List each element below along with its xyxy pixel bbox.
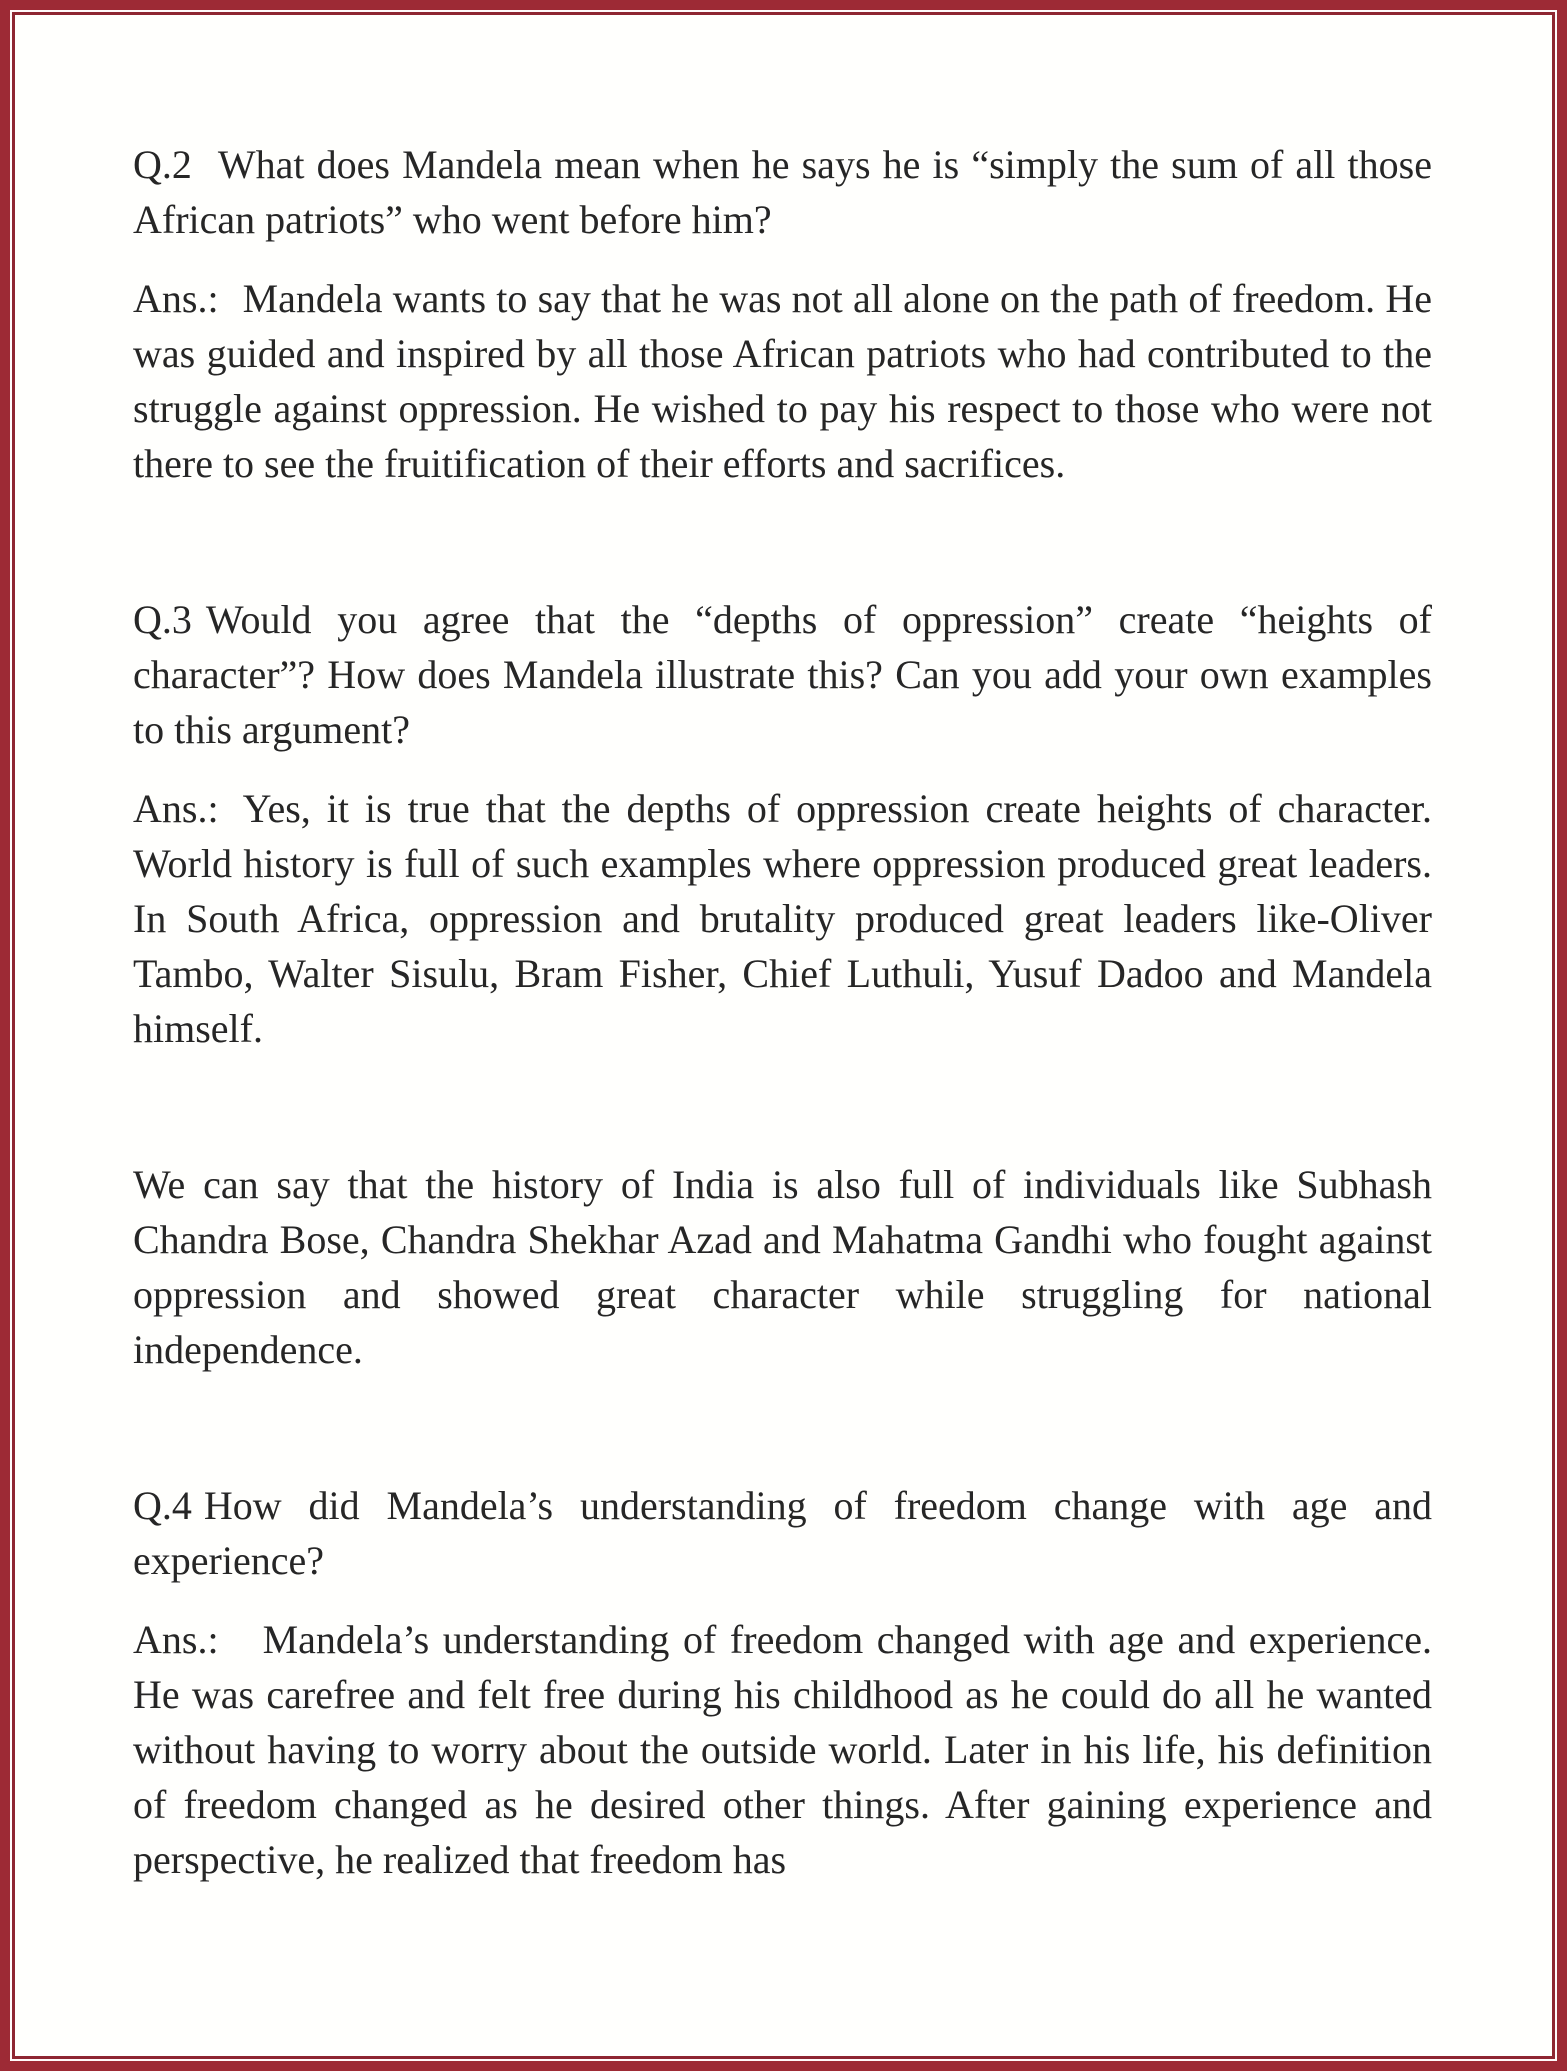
answer-q3 <box>133 781 1432 1056</box>
question-label: Q.4 <box>133 1483 192 1528</box>
question-text: How did Mandela’s understanding of freedom change with age and experience? <box>133 1483 1432 1583</box>
answer-label: Ans.: <box>133 1617 219 1662</box>
question-label: Q.2 <box>133 142 192 187</box>
answer-text: Mandela wants to say that he was not all alone on the path of freedom. He was guided and inspired by all those African patriots who had contributed to the struggle against oppression. He wished to pay his respect to those who were not there to see the fruitification of their efforts and sacrifices. <box>133 276 1432 486</box>
question-block-q3 <box>133 592 1432 1377</box>
answer-q2 <box>133 271 1432 491</box>
answer-text: Yes, it is true that the depths of oppression create heights of character. World history is full of such examples where oppression produced great leaders. In South Africa, oppression and brutality produced great leaders like-Oliver Tambo, Walter Sisulu, Bram Fisher, Chief Luthuli, Yusuf Dadoo and Mandela himself. <box>133 786 1432 1051</box>
answer-label: Ans.: <box>133 786 219 831</box>
question-block-q4 <box>133 1478 1432 1887</box>
answer-q4 <box>133 1612 1432 1887</box>
question-block-q2 <box>133 137 1432 491</box>
answer-q3-continuation: We can say that the history of India is also full of individuals like Subhash Chandra Bose, Chandra Shekhar Azad and Mahatma Gandhi who fought against oppression and showed great character while struggling for national independence. <box>133 1162 1432 1372</box>
question-q4 <box>133 1478 1432 1588</box>
spacer <box>133 491 1432 592</box>
question-q3 <box>133 592 1432 757</box>
question-label: Q.3 <box>133 597 192 642</box>
answer-label: Ans.: <box>133 276 219 321</box>
question-text: What does Mandela mean when he says he is “simply the sum of all those African patriots” who went before him? <box>133 142 1432 242</box>
spacer <box>133 1377 1432 1478</box>
question-text: Would you agree that the “depths of oppression” create “heights of character”? How does Mandela illustrate this? Can you add your own examples to this argument? <box>133 597 1432 752</box>
document-content <box>133 137 1432 1887</box>
question-q2 <box>133 137 1432 247</box>
answer-text: Mandela’s understanding of freedom changed with age and experience. He was carefree and felt free during his childhood as he could do all he wanted without having to worry about the outside world. Later in his life, his definition of freedom changed as he desired other things. After gaining experience and perspective, he realized that freedom has <box>133 1617 1432 1882</box>
